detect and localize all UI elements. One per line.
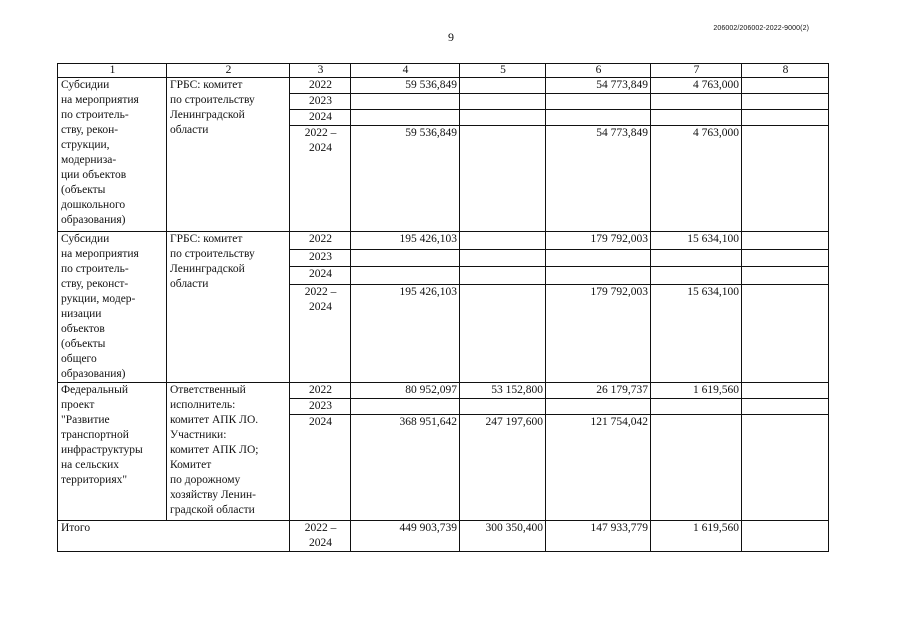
regional-amount-cell: 147 933,779	[546, 521, 651, 552]
total-amount-cell	[351, 267, 460, 285]
local-amount-cell	[651, 415, 742, 521]
local-amount-cell: 15 634,100	[651, 232, 742, 250]
other-amount-cell	[742, 126, 829, 232]
year-cell: 2022 – 2024	[290, 521, 351, 552]
responsible-cell: ГРБС: комитет по строительству Ленинградской области	[167, 78, 290, 232]
total-amount-cell: 368 951,642	[351, 415, 460, 521]
year-cell: 2022	[290, 383, 351, 399]
year-cell: 2022	[290, 232, 351, 250]
responsible-cell: Ответственный исполнитель: комитет АПК ЛО. Участники: комитет АПК ЛО; Комитет по дорожному хозяйству Ленин- градской области	[167, 383, 290, 521]
regional-amount-cell: 54 773,849	[546, 78, 651, 94]
local-amount-cell: 4 763,000	[651, 126, 742, 232]
responsible-cell: ГРБС: комитет по строительству Ленинградской области	[167, 232, 290, 383]
other-amount-cell	[742, 232, 829, 250]
total-amount-cell	[351, 110, 460, 126]
federal-amount-cell	[460, 399, 546, 415]
federal-amount-cell	[460, 94, 546, 110]
column-header: 5	[460, 64, 546, 78]
total-amount-cell: 80 952,097	[351, 383, 460, 399]
year-cell: 2023	[290, 249, 351, 267]
local-amount-cell	[651, 94, 742, 110]
federal-amount-cell	[460, 285, 546, 383]
total-amount-cell	[351, 399, 460, 415]
other-amount-cell	[742, 383, 829, 399]
federal-amount-cell: 53 152,800	[460, 383, 546, 399]
regional-amount-cell	[546, 267, 651, 285]
local-amount-cell	[651, 399, 742, 415]
year-cell: 2023	[290, 399, 351, 415]
header-row	[58, 64, 829, 78]
year-cell: 2024	[290, 110, 351, 126]
regional-amount-cell: 121 754,042	[546, 415, 651, 521]
other-amount-cell	[742, 249, 829, 267]
year-cell: 2022 – 2024	[290, 285, 351, 383]
measure-name-cell: Субсидии на мероприятия по строитель- ству, рекон- струкции, модерниза- ции объектов (объекты дошкольного образования)	[58, 78, 167, 232]
federal-amount-cell	[460, 126, 546, 232]
table-row	[58, 78, 829, 94]
federal-amount-cell	[460, 249, 546, 267]
other-amount-cell	[742, 285, 829, 383]
other-amount-cell	[742, 110, 829, 126]
federal-amount-cell	[460, 232, 546, 250]
total-amount-cell: 449 903,739	[351, 521, 460, 552]
total-amount-cell: 59 536,849	[351, 126, 460, 232]
column-header: 1	[58, 64, 167, 78]
regional-amount-cell	[546, 399, 651, 415]
other-amount-cell	[742, 267, 829, 285]
regional-amount-cell	[546, 110, 651, 126]
budget-table	[57, 63, 829, 552]
regional-amount-cell	[546, 94, 651, 110]
federal-amount-cell	[460, 267, 546, 285]
local-amount-cell	[651, 110, 742, 126]
column-header: 6	[546, 64, 651, 78]
total-amount-cell: 195 426,103	[351, 232, 460, 250]
total-row	[58, 521, 829, 552]
column-header: 2	[167, 64, 290, 78]
federal-amount-cell: 300 350,400	[460, 521, 546, 552]
measure-name-cell: Субсидии на мероприятия по строитель- ству, реконст- рукции, модер- низации объектов (объекты общего образования)	[58, 232, 167, 383]
document-code: 206002/206002-2022-9000(2)	[713, 25, 809, 32]
other-amount-cell	[742, 521, 829, 552]
local-amount-cell: 15 634,100	[651, 285, 742, 383]
column-header: 3	[290, 64, 351, 78]
other-amount-cell	[742, 94, 829, 110]
year-cell: 2022	[290, 78, 351, 94]
federal-amount-cell	[460, 110, 546, 126]
table-row	[58, 383, 829, 399]
local-amount-cell: 4 763,000	[651, 78, 742, 94]
local-amount-cell	[651, 249, 742, 267]
total-amount-cell: 195 426,103	[351, 285, 460, 383]
year-cell: 2023	[290, 94, 351, 110]
federal-amount-cell	[460, 78, 546, 94]
table-row	[58, 232, 829, 250]
regional-amount-cell	[546, 249, 651, 267]
local-amount-cell: 1 619,560	[651, 383, 742, 399]
column-header: 4	[351, 64, 460, 78]
regional-amount-cell: 54 773,849	[546, 126, 651, 232]
other-amount-cell	[742, 78, 829, 94]
year-cell: 2022 – 2024	[290, 126, 351, 232]
column-header: 7	[651, 64, 742, 78]
total-amount-cell	[351, 94, 460, 110]
local-amount-cell: 1 619,560	[651, 521, 742, 552]
other-amount-cell	[742, 399, 829, 415]
regional-amount-cell: 26 179,737	[546, 383, 651, 399]
year-cell: 2024	[290, 267, 351, 285]
total-amount-cell: 59 536,849	[351, 78, 460, 94]
other-amount-cell	[742, 415, 829, 521]
regional-amount-cell: 179 792,003	[546, 285, 651, 383]
local-amount-cell	[651, 267, 742, 285]
year-cell: 2024	[290, 415, 351, 521]
page-number: 9	[448, 30, 454, 44]
regional-amount-cell: 179 792,003	[546, 232, 651, 250]
federal-amount-cell: 247 197,600	[460, 415, 546, 521]
total-amount-cell	[351, 249, 460, 267]
column-header: 8	[742, 64, 829, 78]
total-label: Итого	[58, 521, 290, 552]
measure-name-cell: Федеральный проект "Развитие транспортной инфраструктуры на сельских территориях"	[58, 383, 167, 521]
